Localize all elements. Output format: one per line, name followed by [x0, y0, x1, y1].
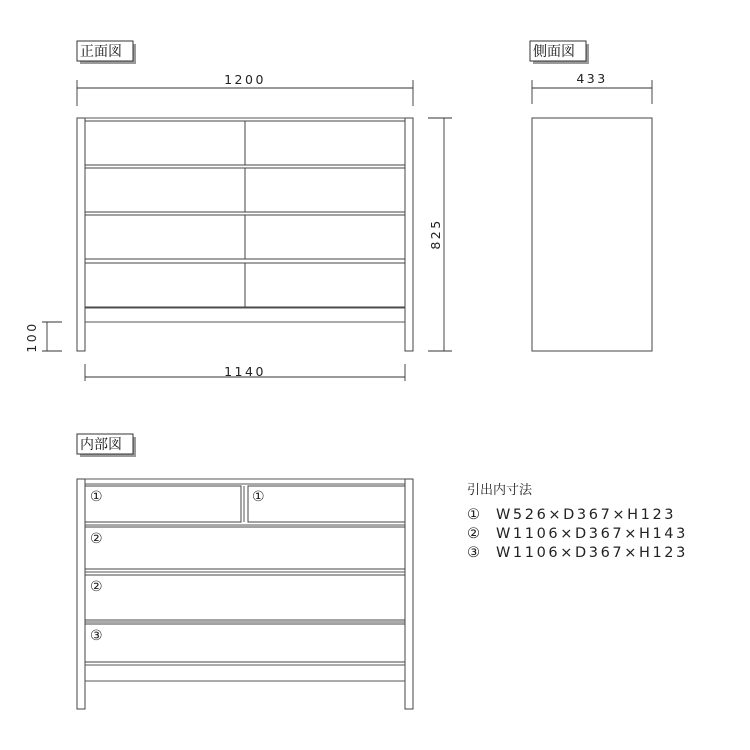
spec-size: W526×D367×H123	[496, 507, 677, 523]
drawer-box-2	[85, 527, 405, 569]
depth-value: 433	[576, 71, 608, 86]
right-side-panel	[405, 479, 413, 709]
left-side-panel	[77, 118, 85, 351]
drawer-front	[85, 263, 245, 307]
height-value: 825	[428, 218, 443, 250]
drawer-front	[245, 121, 405, 165]
side-view-label	[530, 41, 589, 64]
drawer-marker: ②	[90, 579, 103, 595]
side-view	[530, 41, 652, 351]
drawer-box-1-left	[85, 486, 241, 522]
drawer-specs	[467, 482, 688, 561]
drawer-marker: ①	[252, 489, 265, 505]
spec-size: W1106×D367×H143	[496, 526, 688, 542]
side-panel	[532, 118, 652, 351]
front-view-title: 正面図	[80, 44, 122, 60]
interior-view-title: 内部図	[80, 437, 122, 453]
drawer-box-3	[85, 624, 405, 662]
dimension-height	[428, 118, 452, 351]
front-view	[24, 41, 452, 381]
inner-width-value: 1140	[224, 364, 266, 379]
leg-height-value: 100	[24, 321, 39, 353]
right-side-panel	[405, 118, 413, 351]
left-side-panel	[77, 479, 85, 709]
interior-view-label	[77, 434, 136, 457]
drawer-marker: ②	[90, 531, 103, 547]
drawer-front	[85, 168, 245, 212]
spec-row	[467, 507, 676, 523]
drawer-front	[245, 168, 405, 212]
spec-marker: ①	[467, 507, 483, 523]
interior-view	[77, 434, 413, 709]
drawer-front	[85, 121, 245, 165]
side-view-title: 側面図	[533, 44, 575, 60]
dimension-inner-width	[85, 364, 405, 381]
dimension-width	[77, 72, 413, 106]
drawer-front	[85, 215, 245, 259]
dimension-leg-height	[24, 321, 62, 352]
drawer-marker: ①	[90, 489, 103, 505]
drawer-marker: ③	[90, 628, 103, 644]
drawer-box-1-right	[248, 486, 405, 522]
interior-cabinet	[77, 479, 413, 709]
front-view-label	[77, 41, 136, 64]
spec-marker: ③	[467, 545, 483, 561]
drawer-front	[245, 263, 405, 307]
spec-marker: ②	[467, 526, 483, 542]
spec-row	[467, 545, 688, 561]
width-value: 1200	[224, 72, 266, 87]
drawer-box-2	[85, 575, 405, 620]
spec-row	[467, 526, 688, 542]
front-cabinet	[77, 118, 413, 351]
dimension-depth	[532, 71, 652, 104]
spec-size: W1106×D367×H123	[496, 545, 688, 561]
drawer-specs-title: 引出内寸法	[467, 483, 533, 498]
drawer-front	[245, 215, 405, 259]
